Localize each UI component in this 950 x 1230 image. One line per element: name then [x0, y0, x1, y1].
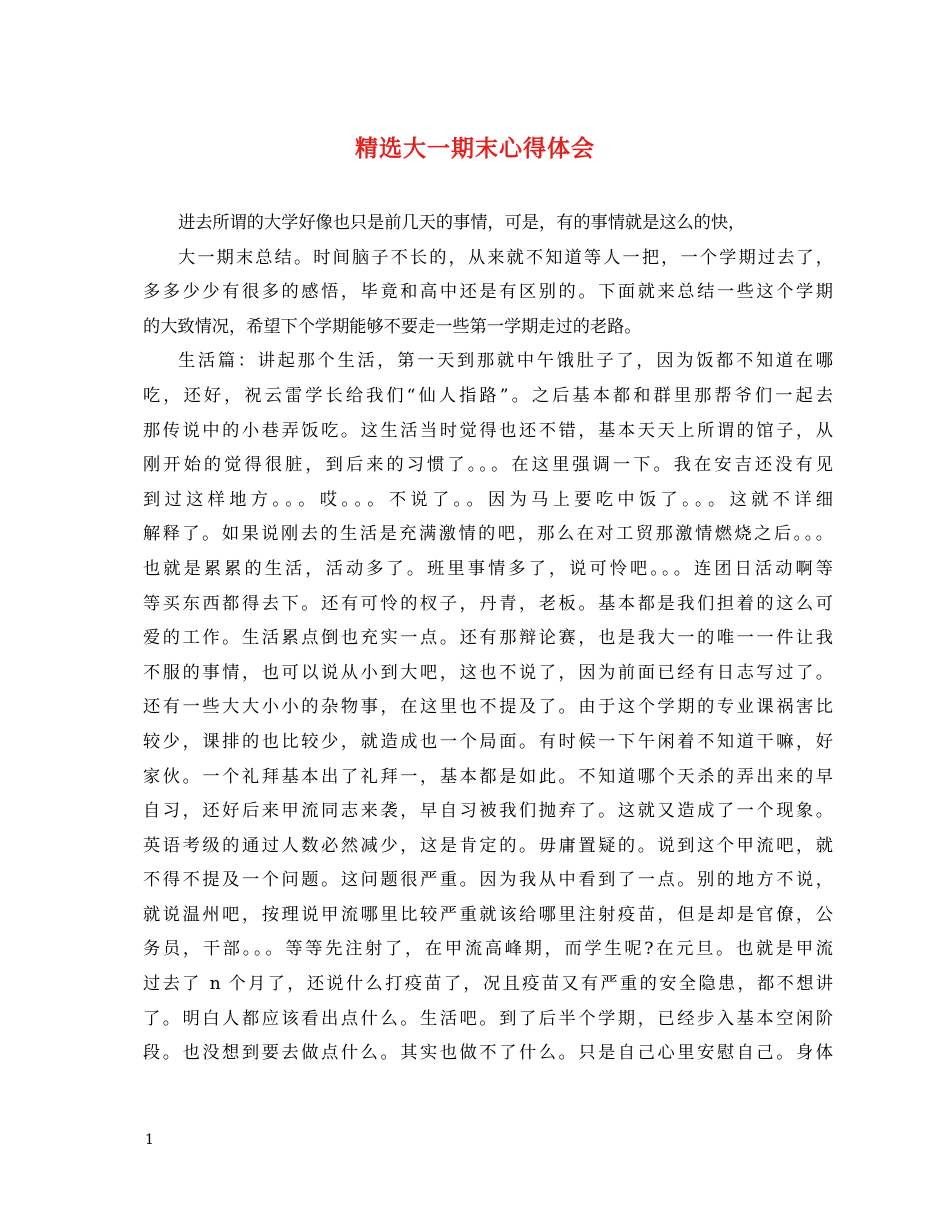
- text-line: 多多少少有很多的感悟，毕竟和高中还是有区别的。下面就来总结一些这个学期: [143, 282, 833, 303]
- document-body: [143, 206, 833, 1071]
- text-line: 生活篇：讲起那个生活，第一天到那就中午饿肚子了，因为饭都不知道在哪: [178, 351, 833, 372]
- text-line: 刚开始的觉得很脏，到后来的习惯了。。。在这里强调一下。我在安吉还没有见: [143, 455, 833, 476]
- text-line: 的大致情况，希望下个学期能够不要走一些第一学期走过的老路。: [143, 316, 642, 337]
- text-line: 等买东西都得去下。还有可怜的杈子，丹青，老板。基本都是我们担着的这么可: [143, 593, 833, 614]
- text-line: 不服的事情，也可以说从小到大吧，这也不说了，因为前面已经有日志写过了。: [143, 662, 833, 683]
- text-line: 那传说中的小巷弄饭吃。这生活当时觉得也还不错，基本天天上所谓的馆子，从: [143, 420, 833, 441]
- text-line: 也就是累累的生活，活动多了。班里事情多了，说可怜吧。。。连团日活动啊等: [143, 558, 833, 579]
- text-line: 英语考级的通过人数必然减少，这是肯定的。毋庸置疑的。说到这个甲流吧，就: [143, 835, 833, 856]
- text-line: 段。也没想到要去做点什么。其实也做不了什么。只是自己心里安慰自己。身体: [143, 1043, 833, 1064]
- text-line: 不得不提及一个问题。这问题很严重。因为我从中看到了一点。别的地方不说，: [143, 870, 833, 891]
- text-line: 就说温州吧，按理说甲流哪里比较严重就该给哪里注射疫苗，但是却是官僚，公: [143, 904, 833, 925]
- text-line: 过去了 n 个月了，还说什么打疫苗了，况且疫苗又有严重的安全隐患，都不想讲: [143, 974, 833, 995]
- text-line: 解释了。如果说刚去的生活是充满激情的吧，那么在对工贸那激情燃烧之后。。。: [143, 524, 833, 545]
- text-line: 进去所谓的大学好像也只是前几天的事情，可是，有的事情就是这么的快，: [178, 213, 746, 233]
- text-line: 自习，还好后来甲流同志来袭，早自习被我们抛弃了。这就又造成了一个现象。: [143, 801, 833, 822]
- text-line: 务员，干部。。。等等先注射了，在甲流高峰期，而学生呢?在元旦。也就是甲流: [143, 939, 833, 960]
- text-line: 吃，还好，祝云雷学长给我们“仙人指路”。之后基本都和群里那帮爷们一起去: [143, 385, 833, 406]
- page-number: 1: [145, 1132, 154, 1148]
- text-line: 大一期末总结。时间脑子不长的，从来就不知道等人一把，一个学期过去了，: [178, 247, 833, 268]
- text-line: 了。明白人都应该看出点什么。生活吧。到了后半个学期，已经步入基本空闲阶: [143, 1008, 833, 1029]
- text-line: 较少，课排的也比较少，就造成也一个局面。有时候一下午闲着不知道干嘛，好: [143, 731, 833, 752]
- text-line: 到过这样地方。。。哎。。。不说了。。因为马上要吃中饭了。。。这就不详细: [143, 489, 833, 510]
- text-line: 爱的工作。生活累点倒也充实一点。还有那辩论赛，也是我大一的唯一一件让我: [143, 628, 833, 649]
- document-title: 精选大一期末心得体会: [355, 135, 595, 162]
- text-line: 家伙。一个礼拜基本出了礼拜一，基本都是如此。不知道哪个天杀的弄出来的早: [143, 766, 833, 787]
- text-line: 还有一些大大小小的杂物事，在这里也不提及了。由于这个学期的专业课祸害比: [143, 697, 833, 718]
